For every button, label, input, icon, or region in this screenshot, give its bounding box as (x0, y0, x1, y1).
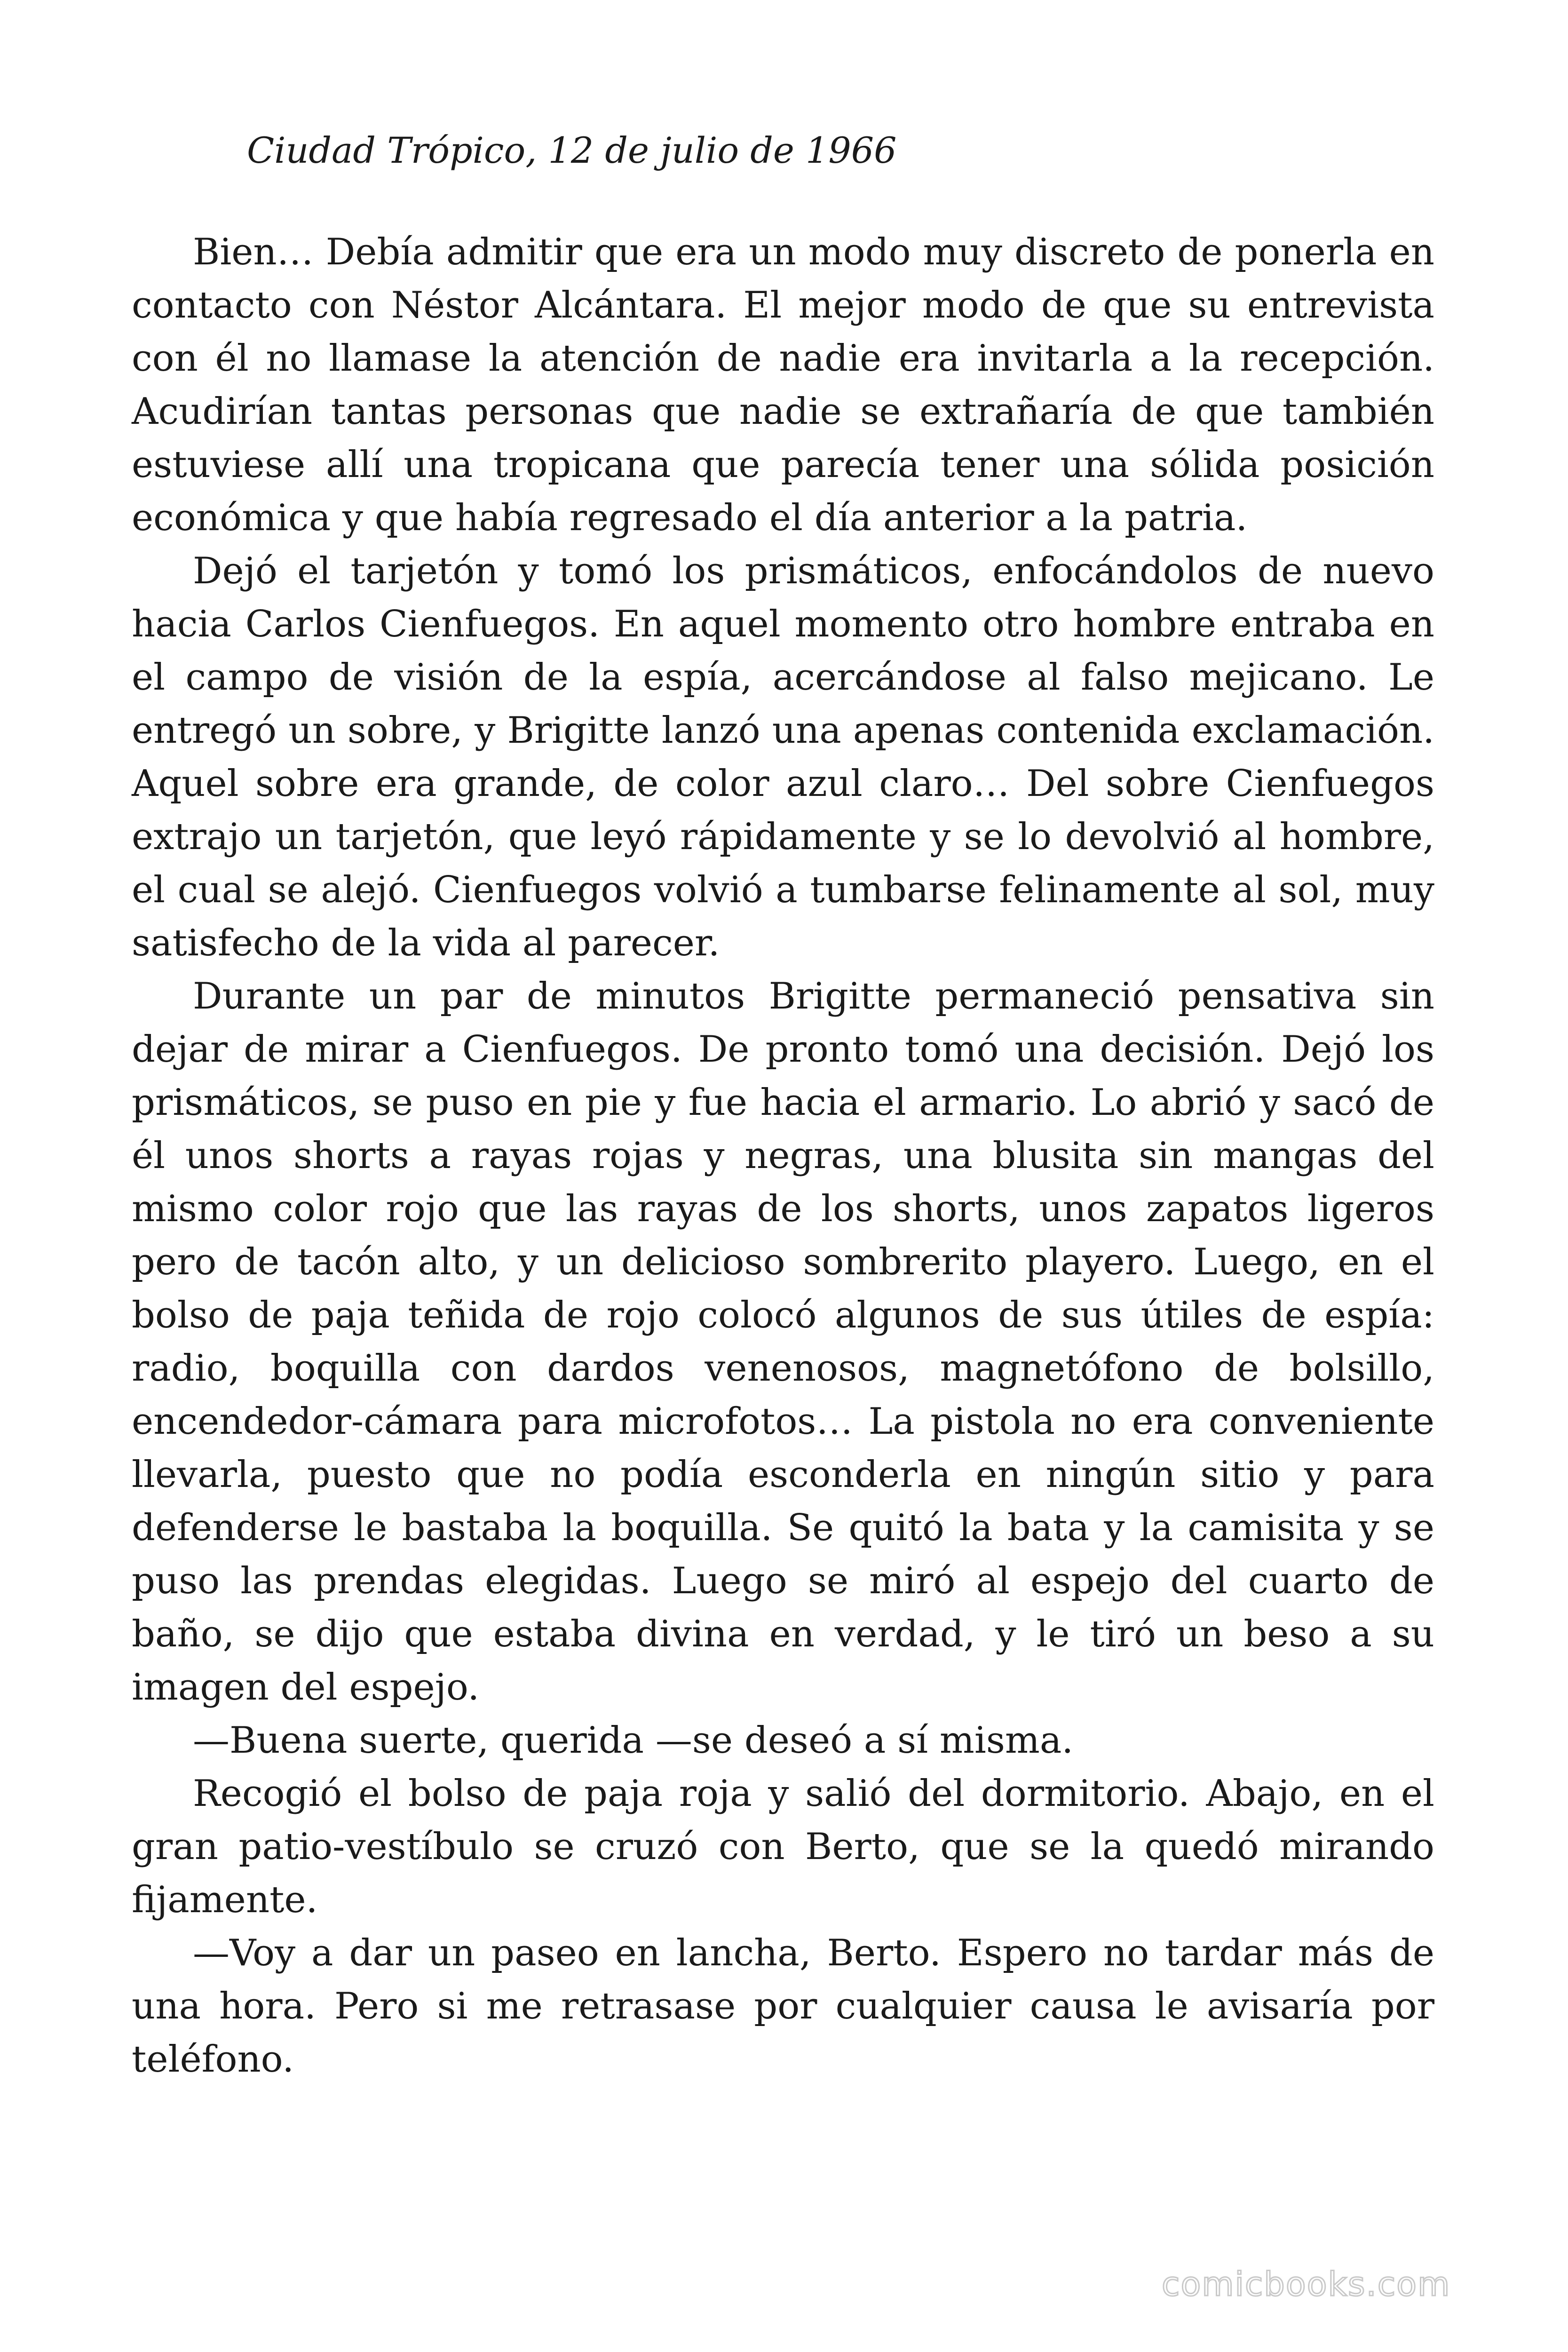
book-page (132, 127, 1434, 2086)
paragraph-2: Dejó el tarjetón y tomó los prismáticos, enfocándolos de nuevo hacia Carlos Cienfuegos. En aquel momento otro hombre entraba en el campo de visión de la espía, acercándose al falso mejicano. Le entregó un sobre, y Brigitte lanzó una apenas contenida exclamación. Aquel sobre era grande, de color azul claro… Del sobre Cienfuegos extrajo un tarjetón, que leyó rápidamente y se lo devolvió al hombre, el cual se alejó. Cienfuegos volvió a tumbarse felinamente al sol, muy satisfecho de la vida al parecer. (132, 550, 1434, 964)
site-watermark: comicbooks.com (1162, 2265, 1451, 2304)
paragraph-1: Bien… Debía admitir que era un modo muy discreto de ponerla en contacto con Néstor Alcántara. El mejor modo de que su entrevista con él no llamase la atención de nadie era invitarla a la recepción. Acudirían tantas personas que nadie se extrañaría de que también estuviese allí una tropicana que parecía tener una sólida posición económica y que había regresado el día anterior a la patria. (132, 231, 1434, 539)
paragraph-5: Recogió el bolso de paja roja y salió del dormitorio. Abajo, en el gran patio-vestíbulo se cruzó con Berto, que se la quedó mirando fijamente. (132, 1772, 1434, 1921)
paragraph-3: Durante un par de minutos Brigitte permaneció pensativa sin dejar de mirar a Cienfuegos. De pronto tomó una decisión. Dejó los prismáticos, se puso en pie y fue hacia el armario. Lo abrió y sacó de él unos shorts a rayas rojas y negras, una blusita sin mangas del mismo color rojo que las rayas de los shorts, unos zapatos ligeros pero de tacón alto, y un delicioso sombrerito playero. Luego, en el bolso de paja teñida de rojo colocó algunos de sus útiles de espía: radio, boquilla con dardos venenosos, magnetófono de bolsillo, encendedor-cámara para microfotos… La pistola no era conveniente llevarla, puesto que no podía esconderla en ningún sitio y para defenderse le bastaba la boquilla. Se quitó la bata y la camisita y se puso las prendas elegidas. Luego se miró al espejo del cuarto de baño, se dijo que estaba divina en verdad, y le tiró un beso a su imagen del espejo. (132, 975, 1434, 1708)
chapter-heading: Ciudad Trópico, 12 de julio de 1966 (247, 129, 897, 171)
paragraph-6: —Voy a dar un paseo en lancha, Berto. Espero no tardar más de una hora. Pero si me retrasase por cualquier causa le avisaría por teléfono. (132, 1932, 1434, 2081)
paragraph-4: —Buena suerte, querida —se deseó a sí misma. (193, 1719, 1074, 1762)
